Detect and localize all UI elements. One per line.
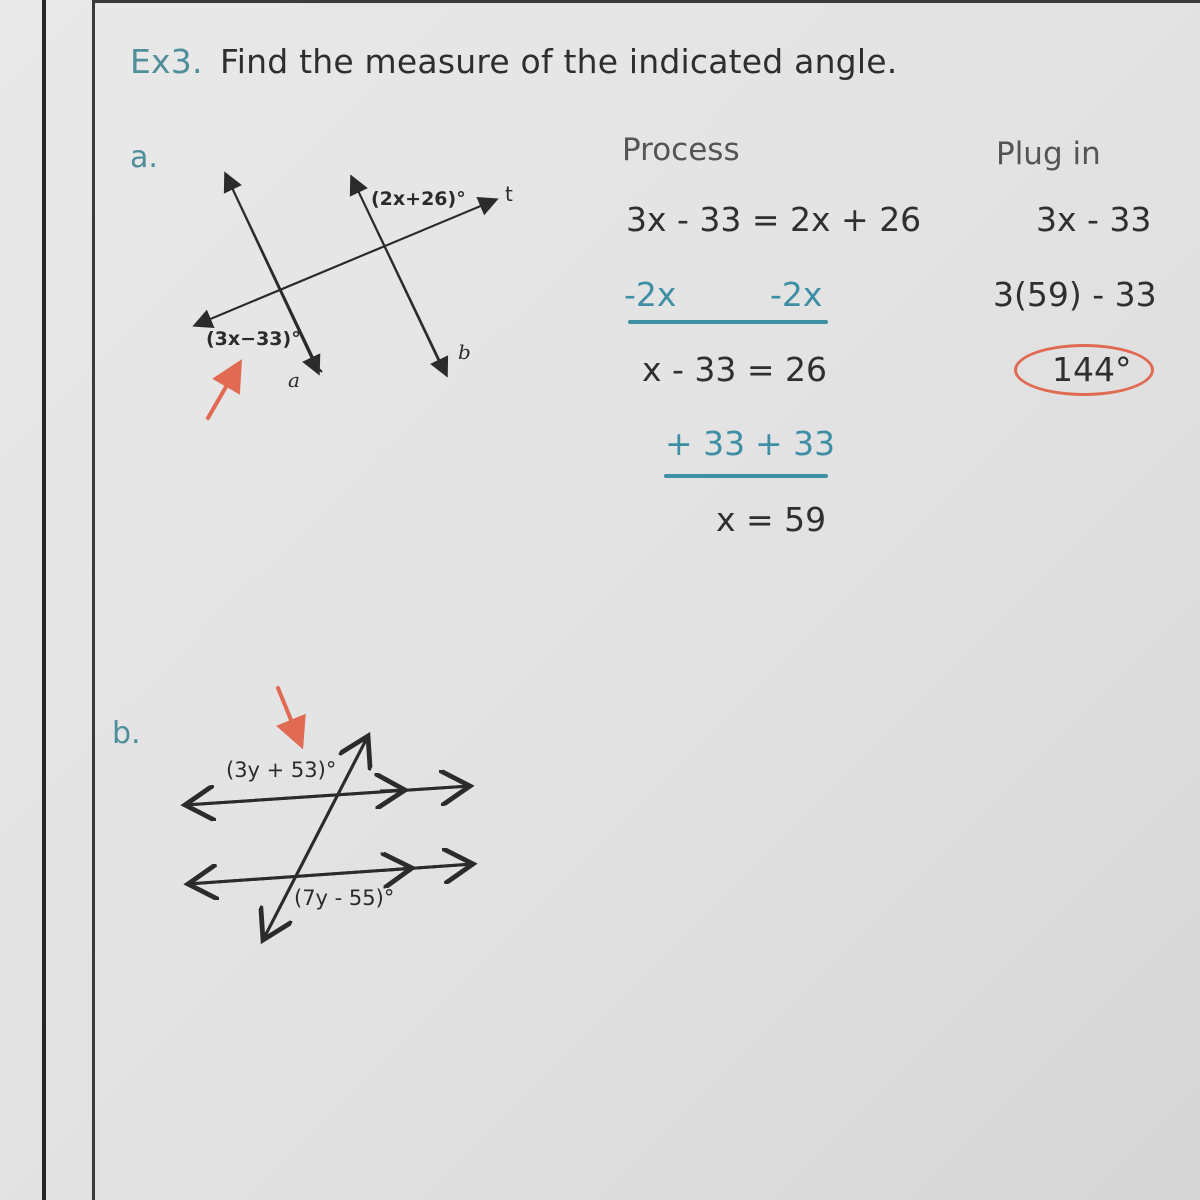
red-pointer-arrow-b <box>278 688 300 742</box>
plug-substituted: 3(59) - 33 <box>993 275 1157 314</box>
subtract-right: -2x <box>770 275 823 314</box>
parallel-line-bottom-left <box>188 864 473 884</box>
instruction-text: Find the measure of the indicated angle. <box>220 42 898 81</box>
parallel-marker-top <box>380 790 405 791</box>
part-a-label: a. <box>130 140 158 175</box>
plug-in-header: Plug in <box>996 136 1101 172</box>
line-a-label: a <box>288 368 300 392</box>
angle-label-3y-53: (3y + 53)° <box>226 758 337 782</box>
transversal-t-arrow-right <box>196 200 495 325</box>
angle-label-2x-26: (2x+26)° <box>371 188 466 210</box>
example-number: Ex3. <box>130 42 203 81</box>
plug-expression: 3x - 33 <box>1036 200 1152 239</box>
line-b-label: b <box>458 340 471 364</box>
angle-label-3x-33: (3x−33)° <box>206 328 301 350</box>
underline-2 <box>664 474 828 478</box>
part-b-label: b. <box>112 716 141 751</box>
add-left: + 33 <box>665 424 746 463</box>
parallel-line-top-left <box>185 786 470 805</box>
equation-step-2: x - 33 = 26 <box>642 350 828 389</box>
parallel-marker-bottom <box>388 868 412 870</box>
equation-step-1: 3x - 33 = 2x + 26 <box>626 200 922 239</box>
final-answer: 144° <box>1052 350 1132 389</box>
equation-solution: x = 59 <box>716 500 827 539</box>
subtract-left: -2x <box>624 275 677 314</box>
underline-1 <box>628 320 828 324</box>
process-header: Process <box>622 132 740 168</box>
red-pointer-arrow-a <box>208 366 238 418</box>
angle-label-7y-55: (7y - 55)° <box>294 886 395 910</box>
line-t-label: t <box>505 182 513 206</box>
add-right: + 33 <box>755 424 836 463</box>
